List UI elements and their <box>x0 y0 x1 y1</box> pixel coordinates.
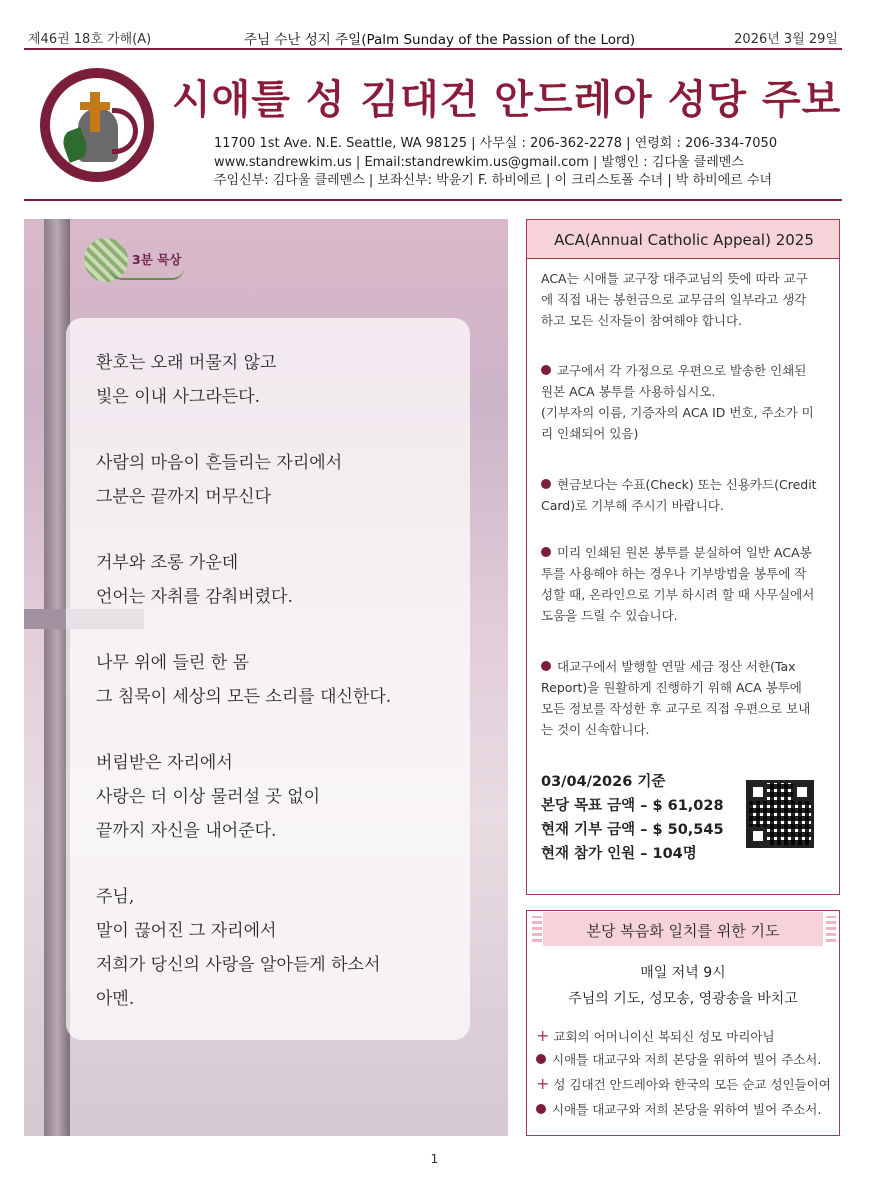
bullet-icon <box>536 1054 546 1064</box>
aca-title: ACA(Annual Catholic Appeal) 2025 <box>554 231 814 249</box>
top-divider <box>24 48 842 50</box>
poem-line: 환호는 오래 머물지 않고 <box>96 353 277 373</box>
aca-bullet-text: 성할 때, 온라인으로 기부 하시려 할 때 사무실에서 <box>541 587 815 602</box>
aca-bullet-3 <box>541 542 814 626</box>
prayer-item-text: 교회의 어머니이신 복되신 성모 마리아님 <box>553 1029 775 1044</box>
qr-finder <box>793 783 811 801</box>
aca-bullet-1 <box>541 360 814 444</box>
aca-stat-participants: 현재 참가 인원 – 104명 <box>541 846 697 862</box>
aca-bullet-text: 투를 사용해야 하는 경우나 기부방법을 봉투에 작 <box>541 566 807 581</box>
cross-bar-icon <box>80 102 110 110</box>
aca-intro <box>541 268 808 331</box>
issue-bar <box>24 22 842 48</box>
cross-plus-icon: + <box>536 1026 550 1045</box>
qr-code-icon[interactable] <box>746 780 814 848</box>
poem-line: 나무 위에 들린 한 몸 <box>96 653 249 673</box>
qr-finder <box>749 827 767 845</box>
aca-bullet-text: 대교구에서 발행할 연말 세금 정산 서한(Tax <box>557 659 796 674</box>
header-divider <box>24 199 842 201</box>
poem-line: 아멘. <box>96 989 135 1009</box>
address-line: 11700 1st Ave. N.E. Seattle, WA 98125 | 사무실 : 206-362-2278 | 연령회 : 206-334-7050 <box>214 136 778 151</box>
aca-bullet-text: Report)을 원활하게 진행하기 위해 ACA 봉투에 <box>541 680 802 695</box>
aca-bullet-text: 교구에서 각 가정으로 우편으로 발송한 인쇄된 <box>557 363 807 378</box>
aca-bullet-text: 도움을 드릴 수 있습니다. <box>541 608 678 623</box>
prayer-item <box>536 1026 775 1045</box>
aca-bullet-text: 는 것이 신속합니다. <box>541 722 650 737</box>
prayer-item <box>536 1074 831 1093</box>
aca-bullet-2 <box>541 474 817 516</box>
dot-pattern-left <box>532 916 542 942</box>
aca-intro-line: 하고 모든 신자들이 참여해야 합니다. <box>541 313 742 328</box>
bullet-icon <box>536 1104 546 1114</box>
prayer-item-text: 시애틀 대교구와 저희 본당을 위하여 빌어 주소서. <box>552 1102 822 1117</box>
aca-bullet-text: (기부자의 이름, 기증자의 ACA ID 번호, 주소가 미 <box>541 405 814 420</box>
prayer-instruction: 주님의 기도, 성모송, 영광송을 바치고 <box>568 991 798 1007</box>
church-logo <box>40 68 154 182</box>
cross-plus-icon: + <box>536 1074 550 1093</box>
aca-intro-line: ACA는 시애틀 교구장 대주교님의 뜻에 따라 교구 <box>541 271 808 286</box>
poem-line: 주님, <box>96 887 135 907</box>
prayer-item <box>536 1050 821 1068</box>
bullet-icon <box>541 547 551 557</box>
prayer-header <box>543 912 823 946</box>
cross-icon <box>90 92 100 132</box>
prayer-time: 매일 저녁 9시 <box>640 965 726 981</box>
bullet-icon <box>541 661 551 671</box>
qr-finder <box>749 783 767 801</box>
logo-inner <box>50 78 144 172</box>
poem-line: 버림받은 자리에서 <box>96 753 233 773</box>
web-line: www.standrewkim.us | Email:standrewkim.us@gmail.com | 발행인 : 김다울 클레멘스 <box>214 155 744 170</box>
dot-pattern-right <box>826 916 836 942</box>
poem-line: 끝까지 자신을 내어준다. <box>96 821 277 841</box>
aca-bullet-text: Card)로 기부해 주시기 바랍니다. <box>541 498 724 513</box>
bulletin-title: 시애틀 성 김대건 안드레아 성당 주보 <box>172 77 842 123</box>
prayer-item-text: 성 김대건 안드레아와 한국의 모든 순교 성인들이여 <box>553 1077 831 1092</box>
issue-number: 제46권 18호 가해(A) <box>28 32 152 47</box>
poem-line: 거부와 조롱 가운데 <box>96 553 239 573</box>
aca-stat-donated: 현재 기부 금액 – $ 50,545 <box>541 822 724 838</box>
prayer-item <box>536 1100 821 1118</box>
aca-bullet-text: 미리 인쇄된 원본 봉투를 분실하여 일반 ACA봉 <box>557 545 812 560</box>
page-number: 1 <box>430 1152 439 1166</box>
poem-line: 사람의 마음이 흔들리는 자리에서 <box>96 453 343 473</box>
prayer-item-text: 시애틀 대교구와 저희 본당을 위하여 빌어 주소서. <box>552 1052 822 1067</box>
aca-bullet-text: 원본 ACA 봉투를 사용하십시오. <box>541 384 716 399</box>
aca-intro-line: 에 직접 내는 봉헌금으로 교무금의 일부라고 생각 <box>541 292 807 307</box>
meditation-tag: 3분 묵상 <box>132 252 182 267</box>
poem-line: 언어는 자취를 감춰버렸다. <box>96 587 293 607</box>
prayer-title: 본당 복음화 일치를 위한 기도 <box>586 922 780 940</box>
sickle-arc-icon <box>112 108 138 154</box>
poem-line: 사랑은 더 이상 물러설 곳 없이 <box>96 787 321 807</box>
poem-line: 그분은 끝까지 머무신다 <box>96 487 272 507</box>
poem-line: 빛은 이내 사그라든다. <box>96 387 261 407</box>
poem-line: 저희가 당신의 사랑을 알아듣게 하소서 <box>96 955 381 975</box>
aca-stat-date: 03/04/2026 기준 <box>541 774 666 790</box>
liturgical-occasion: 주님 수난 성지 주일(Palm Sunday of the Passion of the Lord) <box>244 32 636 48</box>
aca-header <box>526 219 840 259</box>
clergy-line: 주임신부: 김다울 클레멘스 | 보좌신부: 박윤기 F. 하비에르 | 이 크리스토폴 수녀 | 박 하비에르 수녀 <box>214 173 773 188</box>
aca-stat-goal: 본당 목표 금액 – $ 61,028 <box>541 798 724 814</box>
aca-bullet-text: 현금보다는 수표(Check) 또는 신용카드(Credit <box>557 477 817 492</box>
poem-line: 말이 끊어진 그 자리에서 <box>96 921 277 941</box>
aca-bullet-4 <box>541 656 810 740</box>
issue-date: 2026년 3월 29일 <box>734 32 838 47</box>
yarn-thread-icon <box>110 268 184 280</box>
aca-bullet-text: 모든 정보를 작성한 후 교구로 직접 우편으로 보내 <box>541 701 811 716</box>
bullet-icon <box>541 365 551 375</box>
aca-bullet-text: 리 인쇄되어 있음) <box>541 426 639 441</box>
poem-line: 그 침묵이 세상의 모든 소리를 대신한다. <box>96 687 392 707</box>
bullet-icon <box>541 479 551 489</box>
